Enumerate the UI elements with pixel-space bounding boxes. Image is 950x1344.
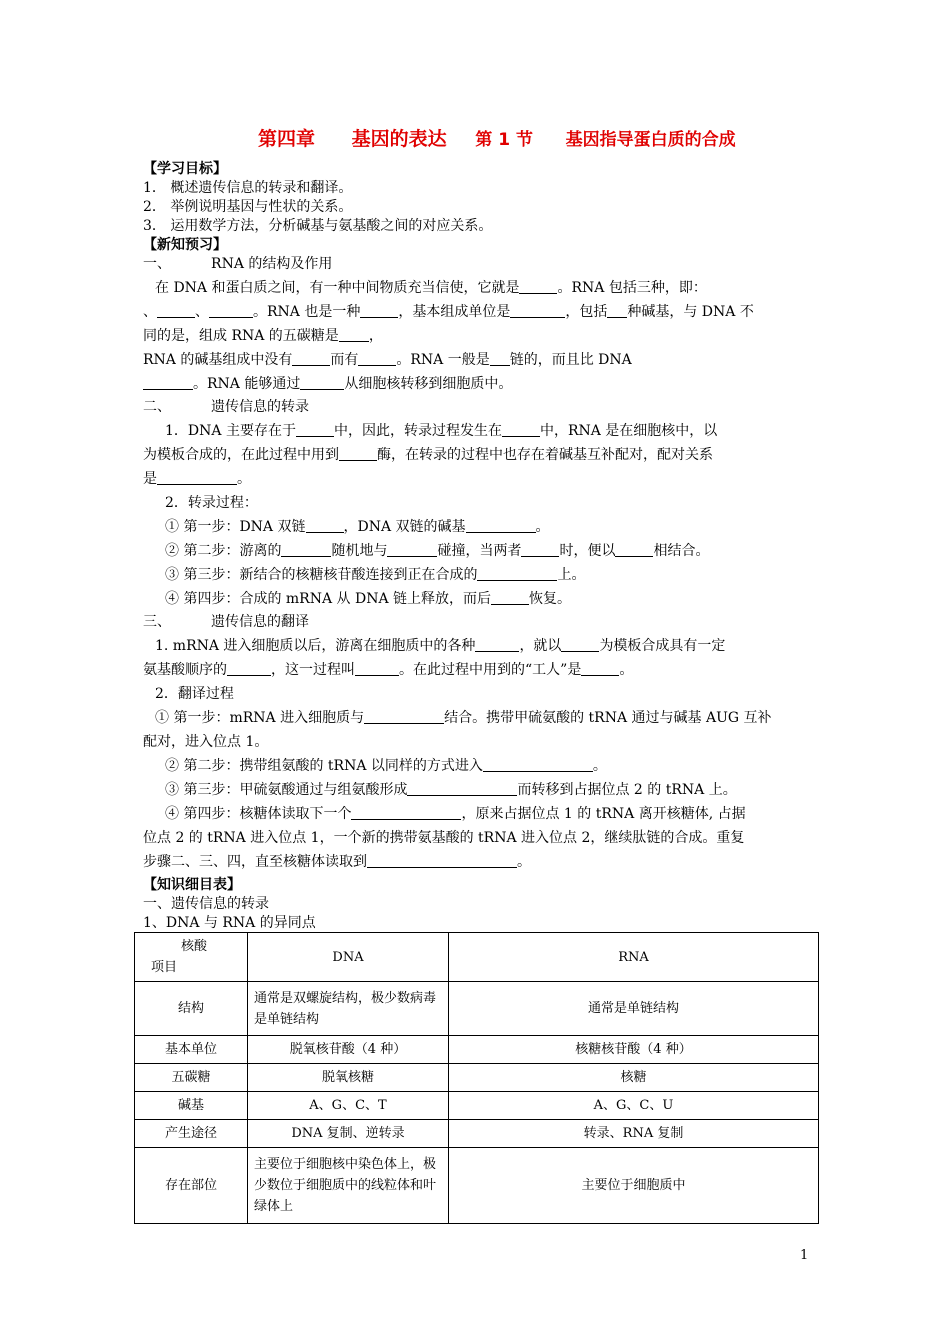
section-label: 第 1 节 <box>475 130 533 150</box>
text: 结合。携带甲硫氨酸的 tRNA 通过与碱基 AUG 互补 <box>444 710 772 726</box>
blank[interactable] <box>306 518 344 533</box>
dna-cell: 主要位于细胞核中染色体上，极少数位于细胞质中的线粒体和叶绿体上 <box>248 1148 449 1224</box>
paragraph <box>143 324 813 348</box>
blank[interactable] <box>292 351 330 366</box>
row-item: 五碳糖 <box>135 1064 248 1092</box>
blank[interactable] <box>143 375 193 390</box>
text: ③ 第三步：甲硫氨酸通过与组氨酸形成 <box>165 782 408 798</box>
goals-heading: 【学习目标】 <box>143 161 227 177</box>
step <box>143 706 813 730</box>
text: 中，因此，转录过程发生在 <box>333 423 502 439</box>
text: 从细胞核转移到细胞质中。 <box>344 376 513 392</box>
table-row <box>135 1036 819 1064</box>
corner-top-label: 核酸 <box>181 939 208 954</box>
text: 中，RNA 是在细胞核中，以 <box>539 423 718 439</box>
blank[interactable] <box>607 303 627 318</box>
blank[interactable] <box>502 422 540 437</box>
table-header-row <box>135 933 819 982</box>
text: 。 <box>517 854 531 870</box>
blank[interactable] <box>360 303 398 318</box>
text: 。RNA 能够通过 <box>193 376 301 392</box>
text: 恢复。 <box>529 591 572 607</box>
blank[interactable] <box>521 542 559 557</box>
text: 而转移到占据位点 2 的 tRNA 上。 <box>517 782 737 798</box>
step <box>143 802 813 826</box>
text: 为模板合成具有一定 <box>599 638 726 654</box>
dna-rna-comparison-table <box>134 932 819 1224</box>
text: 。RNA 也是一种 <box>253 304 361 320</box>
rna-cell: 转录、RNA 复制 <box>449 1120 819 1148</box>
step <box>143 539 813 563</box>
blank[interactable] <box>355 661 399 676</box>
dna-cell: 脱氧核苷酸（4 种） <box>248 1036 449 1064</box>
section-heading: 一、 RNA 的结构及作用 <box>143 256 333 272</box>
blank[interactable] <box>351 805 461 820</box>
paragraph <box>143 348 813 372</box>
text: 随机地与 <box>331 543 388 559</box>
text: ，原来占据位点 1 的 tRNA 离开核糖体, 占据 <box>461 806 746 822</box>
step <box>143 778 813 802</box>
section-heading: 二、 遗传信息的转录 <box>143 399 310 415</box>
rna-structure-section <box>143 276 813 396</box>
column-header-dna: DNA <box>248 933 449 982</box>
text: ② 第二步：携带组氨酸的 tRNA 以同样的方式进入 <box>165 758 483 774</box>
text: 是 <box>143 471 157 487</box>
blank[interactable] <box>209 303 253 318</box>
dna-cell: 通常是双螺旋结构，极少数病毒是单链结构 <box>248 982 449 1036</box>
rna-cell: A、G、C、U <box>449 1092 819 1120</box>
blank[interactable] <box>491 590 529 605</box>
step <box>143 515 813 539</box>
dna-cell: A、G、C、T <box>248 1092 449 1120</box>
paragraph: 2．翻译过程 <box>155 686 234 702</box>
step <box>143 563 813 587</box>
text: ，基本组成单位是 <box>398 304 511 320</box>
chapter-name: 基因的表达 <box>351 128 447 150</box>
blank[interactable] <box>490 351 510 366</box>
table-row <box>135 1092 819 1120</box>
text: 。在此过程中用到的“工人”是 <box>399 662 582 678</box>
blank[interactable] <box>339 446 377 461</box>
row-item: 产生途径 <box>135 1120 248 1148</box>
text: 。 <box>237 471 251 487</box>
text: ④ 第四步：合成的 mRNA 从 DNA 链上释放，而后 <box>165 591 492 607</box>
section-heading: 三、 遗传信息的翻译 <box>143 614 310 630</box>
dna-cell: DNA 复制、逆转录 <box>248 1120 449 1148</box>
dna-cell: 脱氧核糖 <box>248 1064 449 1092</box>
rna-cell: 核糖 <box>449 1064 819 1092</box>
text: 酶，在转录的过程中也存在着碱基互补配对，配对关系 <box>377 447 713 463</box>
step-continuation: 配对，进入位点 1。 <box>143 734 269 750</box>
transcription-section <box>143 419 813 611</box>
text: 上。 <box>557 567 586 583</box>
blank[interactable] <box>367 853 517 868</box>
paragraph <box>143 372 813 396</box>
paragraph <box>143 467 813 491</box>
text: ① 第一步：mRNA 进入细胞质与 <box>155 710 365 726</box>
rna-cell: 通常是单链结构 <box>449 982 819 1036</box>
row-item: 结构 <box>135 982 248 1036</box>
paragraph <box>143 300 813 324</box>
text: 步骤二、三、四，直至核糖体读取到 <box>143 854 367 870</box>
text: ① 第一步：DNA 双链 <box>165 519 306 535</box>
details-heading: 【知识细目表】 <box>143 877 241 893</box>
text: 。RNA 包括三种，即： <box>557 280 707 296</box>
row-item: 存在部位 <box>135 1148 248 1224</box>
paragraph <box>143 634 813 658</box>
text: 链的，而且比 DNA <box>509 352 632 368</box>
blank[interactable] <box>157 470 237 485</box>
worksheet-body <box>143 160 813 933</box>
text: ③ 第三步：新结合的核糖核苷酸连接到正在合成的 <box>165 567 478 583</box>
blank[interactable] <box>227 661 271 676</box>
text: ，包括 <box>565 304 608 320</box>
step <box>143 754 813 778</box>
column-header-rna: RNA <box>449 933 819 982</box>
text: 。 <box>619 662 634 678</box>
paragraph <box>143 443 813 467</box>
text: RNA 的碱基组成中没有 <box>143 352 293 368</box>
blank[interactable] <box>300 375 344 390</box>
blank[interactable] <box>561 637 599 652</box>
translation-section <box>143 634 813 874</box>
blank[interactable] <box>296 422 334 437</box>
details-subheading: 一、遗传信息的转录 <box>143 896 269 912</box>
text: 同的是，组成 RNA 的五碳糖是 <box>143 328 339 344</box>
table-row <box>135 1148 819 1224</box>
chapter-label: 第四章 <box>258 128 316 150</box>
text: ，就以 <box>519 638 562 654</box>
table-row <box>135 1064 819 1092</box>
text: ② 第二步：游离的 <box>165 543 282 559</box>
table-corner-cell <box>135 933 248 982</box>
blank[interactable] <box>510 303 565 318</box>
rna-cell: 主要位于细胞质中 <box>449 1148 819 1224</box>
details-subheading: 1、DNA 与 RNA 的异同点 <box>143 915 316 931</box>
step-continuation <box>143 850 813 874</box>
text: 为模板合成的，在此过程中用到 <box>143 447 339 463</box>
blank[interactable] <box>615 542 653 557</box>
blank[interactable] <box>466 518 536 533</box>
text: 而有 <box>330 352 359 368</box>
text: 、 <box>195 304 209 320</box>
goal-item: 1． 概述遗传信息的转录和翻译。 <box>143 180 353 196</box>
table-row <box>135 1120 819 1148</box>
page-title <box>258 124 858 151</box>
text: 种碱基，与 DNA 不 <box>627 304 754 320</box>
text: ，DNA 双链的碱基 <box>343 519 466 535</box>
blank[interactable] <box>387 542 437 557</box>
text: ， <box>368 328 383 344</box>
blank[interactable] <box>364 709 444 724</box>
blank[interactable] <box>475 637 519 652</box>
blank[interactable] <box>281 542 331 557</box>
corner-bottom-label: 项目 <box>151 960 178 975</box>
blank[interactable] <box>339 327 369 342</box>
blank[interactable] <box>477 566 557 581</box>
step-continuation: 位点 2 的 tRNA 进入位点 1，一个新的携带氨基酸的 tRNA 进入位点 2，继续肽链的合成。重复 <box>143 830 745 846</box>
step <box>143 587 813 611</box>
text: 。 <box>535 519 550 535</box>
paragraph <box>143 658 813 682</box>
goal-item: 2． 举例说明基因与性状的关系。 <box>143 199 353 215</box>
text: ，这一过程叫 <box>271 662 355 678</box>
text: 1．DNA 主要存在于 <box>165 423 296 439</box>
blank[interactable] <box>407 781 517 796</box>
page-number: 1 <box>800 1248 809 1263</box>
text: 。RNA 一般是 <box>396 352 490 368</box>
table-row <box>135 982 819 1036</box>
blank[interactable] <box>483 757 593 772</box>
text: 相结合。 <box>653 543 710 559</box>
text: 碰撞，当两者 <box>437 543 522 559</box>
row-item: 基本单位 <box>135 1036 248 1064</box>
text: 时，便以 <box>559 543 616 559</box>
preview-heading: 【新知预习】 <box>143 237 227 253</box>
rna-cell: 核糖核苷酸（4 种） <box>449 1036 819 1064</box>
blank[interactable] <box>519 279 557 294</box>
section-title: 基因指导蛋白质的合成 <box>565 130 736 150</box>
blank[interactable] <box>157 303 195 318</box>
paragraph: 2．转录过程： <box>165 495 258 511</box>
blank[interactable] <box>581 661 619 676</box>
text: 、 <box>143 304 157 320</box>
paragraph <box>143 276 813 300</box>
blank[interactable] <box>358 351 396 366</box>
row-item: 碱基 <box>135 1092 248 1120</box>
text: 氨基酸顺序的 <box>143 662 227 678</box>
text: 。 <box>592 758 607 774</box>
text: 1. mRNA 进入细胞质以后，游离在细胞质中的各种 <box>155 638 476 654</box>
text: ④ 第四步：核糖体读取下一个 <box>165 806 352 822</box>
text: 在 DNA 和蛋白质之间，有一种中间物质充当信使，它就是 <box>155 280 520 296</box>
goal-item: 3． 运用数学方法，分析碱基与氨基酸之间的对应关系。 <box>143 218 493 234</box>
paragraph <box>143 419 813 443</box>
